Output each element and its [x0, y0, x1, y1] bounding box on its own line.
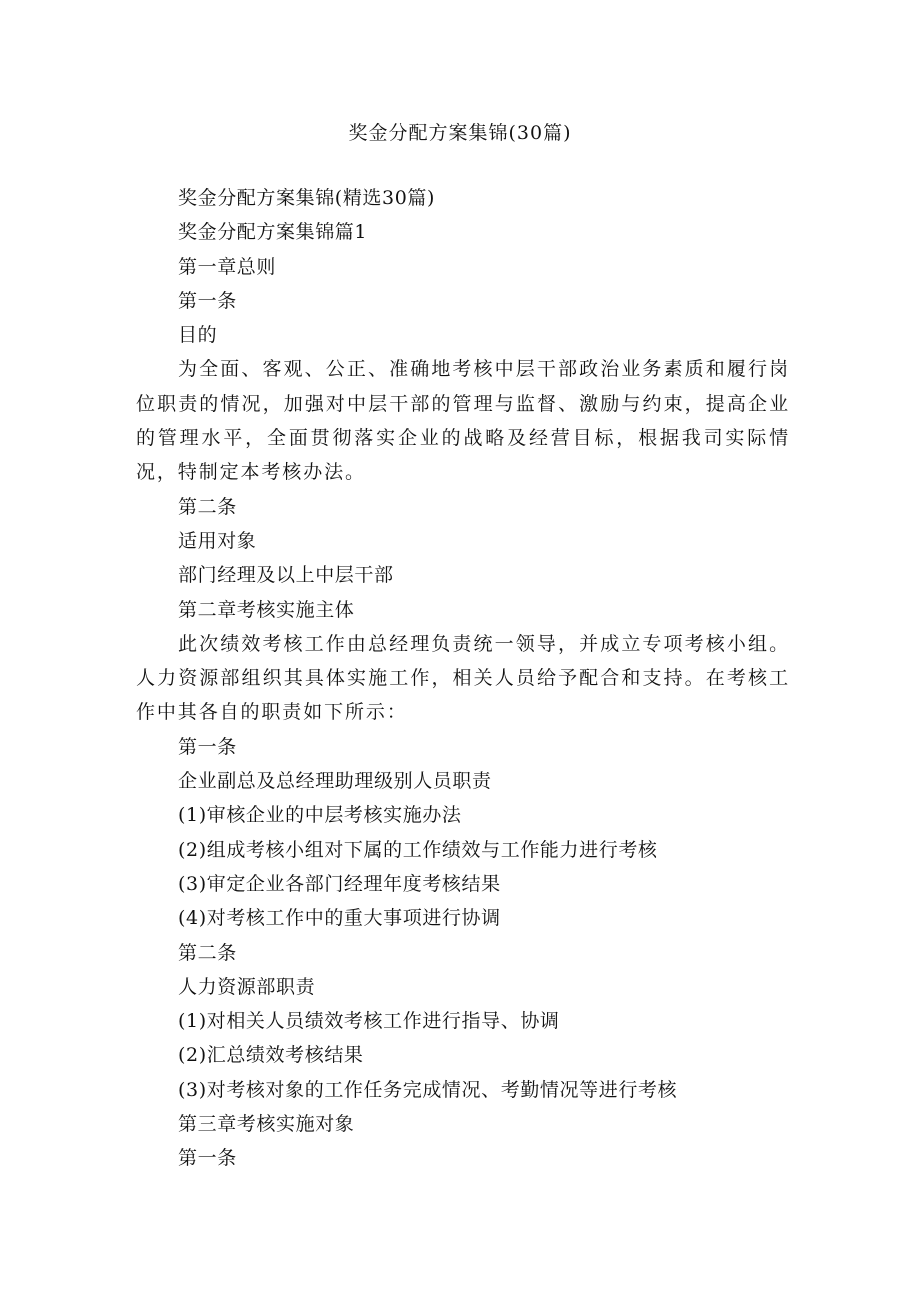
article-heading: 第一条	[178, 289, 237, 312]
list-item: (1)对相关人员绩效考核工作进行指导、协调	[178, 1010, 560, 1033]
paragraph: 为全面、客观、公正、准确地考核中层干部政治业务素质和履行岗位职责的情况，加强对中层干部的管理与监督、激励与约束，提高企业的管理水平，全面贯彻落实企业的战略及经营目标，根据我司实际情况，特制定本考核办法。	[136, 358, 790, 484]
list-item: (3)对考核对象的工作任务完成情况、考勤情况等进行考核	[178, 1078, 678, 1101]
document-title: 奖金分配方案集锦(30篇)	[348, 122, 572, 144]
paragraph: 企业副总及总经理助理级别人员职责	[178, 770, 492, 793]
paragraph: 人力资源部职责	[178, 975, 316, 998]
document-body	[136, 181, 790, 1176]
paragraph: 奖金分配方案集锦篇1	[178, 221, 368, 244]
article-heading: 第一条	[178, 735, 237, 758]
list-item: (2)组成考核小组对下属的工作绩效与工作能力进行考核	[178, 838, 658, 861]
list-item: (2)汇总绩效考核结果	[178, 1044, 364, 1067]
chapter-heading: 第三章考核实施对象	[178, 1113, 355, 1136]
paragraph: 适用对象	[178, 529, 257, 552]
paragraph: 奖金分配方案集锦(精选30篇)	[178, 187, 436, 209]
paragraph: 部门经理及以上中层干部	[178, 564, 394, 587]
paragraph: 此次绩效考核工作由总经理负责统一领导，并成立专项考核小组。人力资源部组织其具体实施工作，相关人员给予配合和支持。在考核工作中其各自的职责如下所示：	[136, 632, 790, 724]
list-item: (4)对考核工作中的重大事项进行协调	[178, 907, 501, 930]
chapter-heading: 第二章考核实施主体	[178, 598, 355, 621]
article-heading: 第二条	[178, 941, 237, 964]
article-heading: 第二条	[178, 495, 237, 518]
list-item: (3)审定企业各部门经理年度考核结果	[178, 872, 501, 895]
list-item: (1)审核企业的中层考核实施办法	[178, 804, 462, 827]
chapter-heading: 第一章总则	[178, 255, 277, 278]
article-heading: 第一条	[178, 1147, 237, 1170]
paragraph: 目的	[178, 324, 218, 347]
